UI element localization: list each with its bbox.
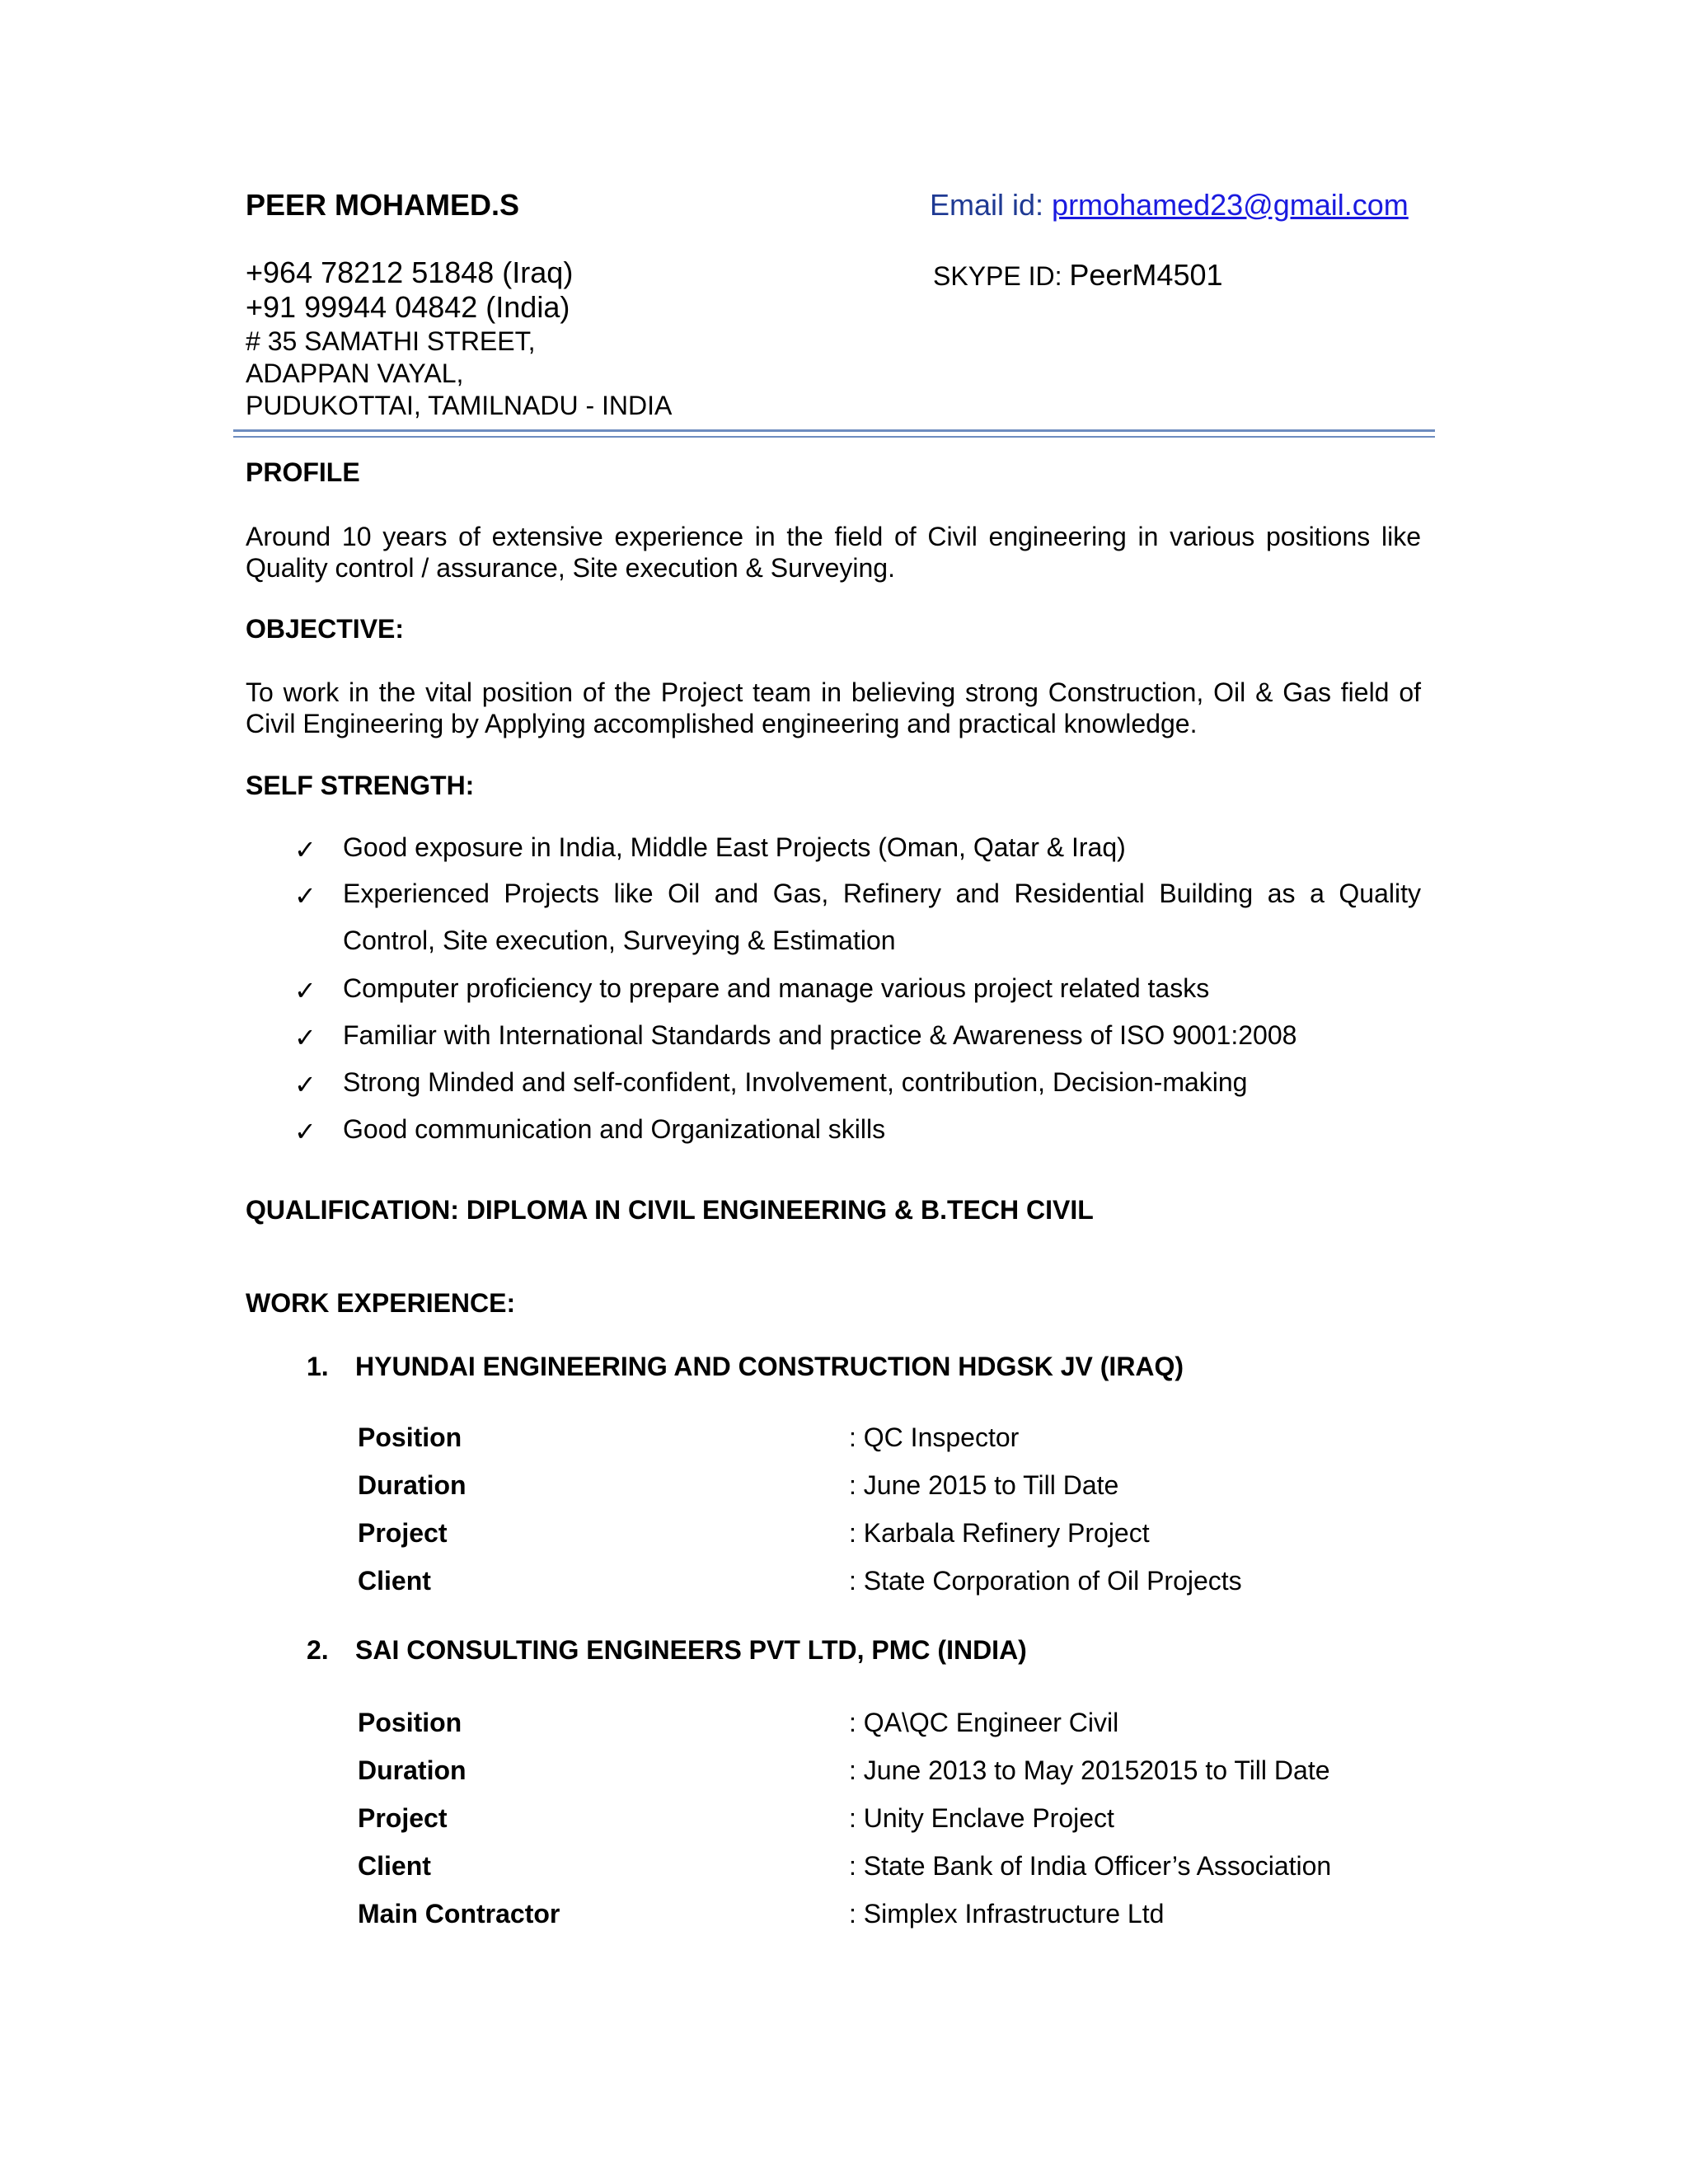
check-icon: ✓ bbox=[294, 1117, 316, 1146]
self-strength-heading: SELF STRENGTH: bbox=[246, 771, 475, 800]
job-label: Project bbox=[358, 1518, 448, 1548]
check-icon: ✓ bbox=[294, 881, 316, 911]
check-icon: ✓ bbox=[294, 835, 316, 865]
check-icon: ✓ bbox=[294, 1070, 316, 1099]
job-label: Duration bbox=[358, 1755, 467, 1785]
objective-text: To work in the vital position of the Project team in believing strong Construction, Oil & Gas field of Civil Engineering by Applying accomplished engineering and practical knowledge. bbox=[246, 677, 1421, 738]
job-number: 2. bbox=[307, 1635, 329, 1665]
profile-heading: PROFILE bbox=[246, 457, 360, 487]
job-value: : Karbala Refinery Project bbox=[849, 1518, 1150, 1548]
job-value: : June 2013 to May 20152015 to Till Date bbox=[849, 1755, 1330, 1785]
job-company: SAI CONSULTING ENGINEERS PVT LTD, PMC (INDIA) bbox=[355, 1635, 1027, 1665]
job-label: Client bbox=[358, 1851, 431, 1881]
job-value: : State Bank of India Officer’s Association bbox=[849, 1851, 1332, 1881]
candidate-name: PEER MOHAMED.S bbox=[246, 188, 520, 222]
strength-item: Good exposure in India, Middle East Projects (Oman, Qatar & Iraq) bbox=[343, 832, 1126, 862]
strength-item: Good communication and Organizational skills bbox=[343, 1114, 886, 1144]
phone-iraq: +964 78212 51848 (Iraq) bbox=[246, 255, 574, 289]
phone-india: +91 99944 04842 (India) bbox=[246, 290, 570, 324]
job-company: HYUNDAI ENGINEERING AND CONSTRUCTION HDGSK JV (IRAQ) bbox=[355, 1352, 1184, 1381]
address-line-3: PUDUKOTTAI, TAMILNADU - INDIA bbox=[246, 391, 673, 420]
job-value: : State Corporation of Oil Projects bbox=[849, 1566, 1242, 1596]
email-label: Email id: bbox=[930, 188, 1053, 222]
strength-item: Experienced Projects like Oil and Gas, Refinery and Residential Building as a Quality Control, Site execution, Surveying & Estimation bbox=[343, 879, 1421, 955]
objective-heading: OBJECTIVE: bbox=[246, 614, 405, 644]
check-icon: ✓ bbox=[294, 1023, 316, 1052]
check-icon: ✓ bbox=[294, 976, 316, 1005]
skype-value: PeerM4501 bbox=[1069, 258, 1223, 292]
email-line bbox=[930, 188, 1409, 223]
job-number: 1. bbox=[307, 1352, 329, 1381]
address-line-2: ADAPPAN VAYAL, bbox=[246, 359, 464, 388]
job-label: Project bbox=[358, 1803, 448, 1833]
header-divider-bottom bbox=[233, 436, 1435, 438]
job-value: : June 2015 to Till Date bbox=[849, 1470, 1119, 1500]
work-experience-heading: WORK EXPERIENCE: bbox=[246, 1288, 516, 1318]
job-value: : QC Inspector bbox=[849, 1422, 1020, 1452]
qualification-heading: QUALIFICATION: DIPLOMA IN CIVIL ENGINEERING & B.TECH CIVIL bbox=[246, 1195, 1094, 1225]
header-divider-top bbox=[233, 429, 1435, 432]
job-label: Client bbox=[358, 1566, 431, 1596]
address-line-1: # 35 SAMATHI STREET, bbox=[246, 326, 536, 356]
skype-line bbox=[933, 258, 1223, 293]
strength-item: Strong Minded and self-confident, Involvement, contribution, Decision-making bbox=[343, 1067, 1248, 1097]
job-label: Position bbox=[358, 1708, 462, 1737]
job-value: : Simplex Infrastructure Ltd bbox=[849, 1899, 1165, 1929]
email-link[interactable]: prmohamed23@gmail.com bbox=[1052, 188, 1409, 222]
profile-text: Around 10 years of extensive experience in the field of Civil engineering in various positions like Quality control / assurance, Site execution & Surveying. bbox=[246, 522, 1421, 583]
strength-item: Computer proficiency to prepare and manage various project related tasks bbox=[343, 973, 1210, 1003]
strength-item: Familiar with International Standards and practice & Awareness of ISO 9001:2008 bbox=[343, 1020, 1297, 1050]
job-label: Main Contractor bbox=[358, 1899, 560, 1929]
job-label: Position bbox=[358, 1422, 462, 1452]
job-value: : QA\QC Engineer Civil bbox=[849, 1708, 1119, 1737]
job-value: : Unity Enclave Project bbox=[849, 1803, 1114, 1833]
job-label: Duration bbox=[358, 1470, 467, 1500]
skype-label: SKYPE ID: bbox=[933, 261, 1070, 291]
